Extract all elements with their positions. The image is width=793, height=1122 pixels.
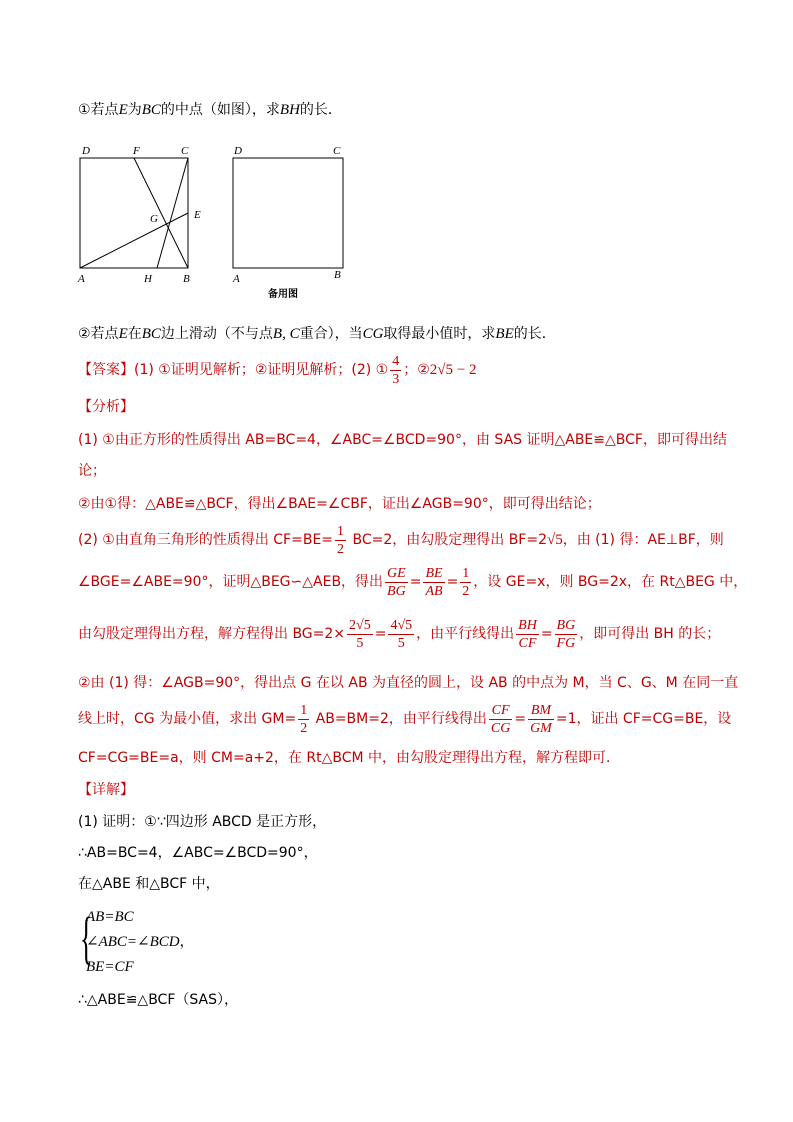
- left-brace: {: [80, 905, 93, 970]
- spare-label-C: C: [333, 145, 341, 157]
- geometry-figures: [0, 140, 793, 310]
- label-C: C: [181, 145, 189, 157]
- segment-ae: [80, 213, 188, 268]
- figure-spare-labels: [232, 145, 341, 300]
- analysis-p5: 由勾股定理得出方程，解方程得出 BG=2× $\frac{2√5}{5}$ = $\frac{4√5}{5}$ ，由平行线得出 $\frac{BH}{CF}$ = $\frac{BG}{FG}$ ，即可得出 BH 的长；: [78, 617, 721, 651]
- spare-label-D: D: [234, 145, 242, 157]
- square-spare: [233, 158, 343, 268]
- analysis-p4: ∠BGE=∠ABE=90°，证明△BEG∽△AEB，得出 $\frac{GE}{BG}$ = $\frac{BE}{AB}$ = $\frac{1}{2}$ ，设 GE=x，则 BG=2x，在 Rt△BEG 中，: [78, 565, 748, 599]
- question-1: ①若点E为BC的中点（如图），求BH的长．: [78, 102, 342, 118]
- answer-fraction: $\frac{4}{3}$: [392, 353, 400, 387]
- detail-label: 【详解】: [78, 782, 134, 798]
- answer-line: 【答案】(1) ①证明见解析；②证明见解析；(2) ① $\frac{4}{3}$ ；②2√5 − 2: [78, 353, 477, 387]
- spare-label-A: A: [233, 273, 240, 285]
- detail-l4: ∴△ABE≌△BCF（SAS），: [78, 992, 238, 1008]
- analysis-p2: ②由①得：△ABE≌△BCF，得出∠BAE=∠CBF，证出∠AGB=90°，即可得出结论；: [78, 496, 601, 512]
- segment-ch: [157, 158, 188, 268]
- label-B: B: [183, 273, 190, 285]
- label-G: G: [150, 213, 158, 225]
- label-F: F: [133, 145, 140, 157]
- analysis-label: 【分析】: [78, 399, 134, 415]
- analysis-p7: 线上时，CG 为最小值，求出 GM= $\frac{1}{2}$ AB=BM=2，由平行线得出 $\frac{CF}{CG}$ = $\frac{BM}{GM}$ =1，证出 CF=CG=BE，设: [78, 702, 732, 736]
- detail-l2: ∴AB=BC=4，∠ABC=∠BCD=90°，: [78, 845, 318, 861]
- analysis-p3: (2) ①由直角三角形的性质得出 CF=BE= $\frac{1}{2}$ BC=2，由勾股定理得出 BF=2√5，由 (1) 得：AE⊥BF，则: [78, 523, 724, 557]
- figure-main-labels: [77, 145, 201, 285]
- analysis-p1b: 论；: [78, 463, 106, 479]
- detail-l3: 在△ABE 和△BCF 中，: [78, 876, 220, 892]
- spare-figure-caption: 备用图: [268, 289, 298, 300]
- analysis-p6: ②由 (1) 得：∠AGB=90°，得出点 G 在以 AB 为直径的圆上，设 AB 的中点为 M，当 C、G、M 在同一直: [78, 675, 739, 691]
- label-D: D: [82, 145, 90, 157]
- label-E: E: [194, 209, 201, 221]
- figure-main: [80, 158, 188, 268]
- label-A: A: [78, 273, 85, 285]
- analysis-p8: CF=CG=BE=a，则 CM=a+2，在 Rt△BCM 中，由勾股定理得出方程，解方程即可．: [78, 750, 621, 766]
- segment-fb: [134, 158, 188, 268]
- question-2: ②若点E在BC边上滑动（不与点B, C重合），当CG取得最小值时，求BE的长．: [78, 326, 556, 342]
- figure-spare: [233, 158, 343, 268]
- detail-l1: (1) 证明：①∵四边形 ABCD 是正方形，: [78, 814, 327, 830]
- analysis-p1a: (1) ①由正方形的性质得出 AB=BC=4，∠ABC=∠BCD=90°，由 SAS 证明△ABE≌△BCF，即可得出结: [78, 432, 727, 448]
- square-abcd: [80, 158, 188, 268]
- answer-label: 【答案】: [78, 362, 134, 378]
- spare-label-B: B: [334, 269, 341, 281]
- label-H: H: [144, 273, 152, 285]
